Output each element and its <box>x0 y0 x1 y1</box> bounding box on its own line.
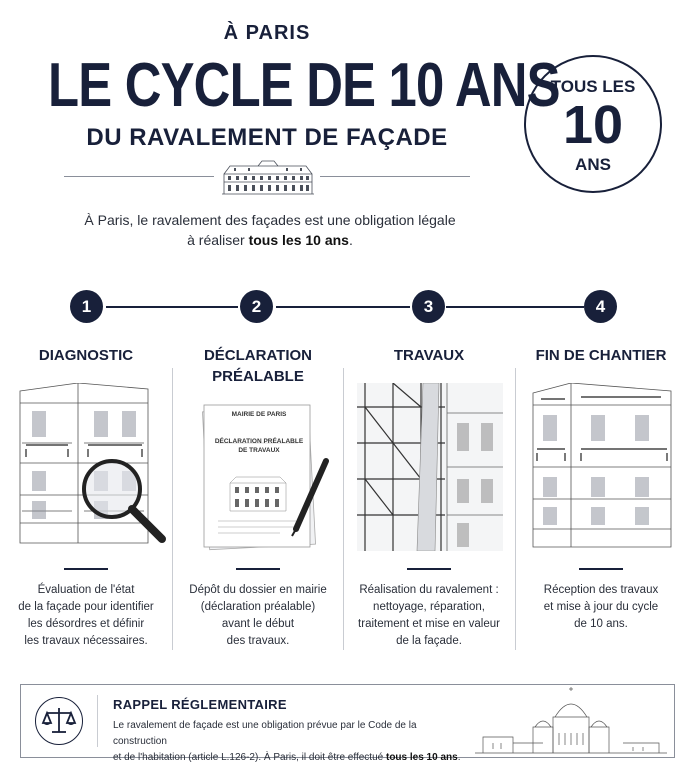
reminder-title: RAPPEL RÉGLEMENTAIRE <box>113 697 287 712</box>
step-title: DIAGNOSTIC <box>38 347 134 364</box>
haussmann-building-icon <box>531 383 677 551</box>
timeline-connector <box>276 306 410 308</box>
header-divider-left <box>64 176 214 177</box>
timeline-connector <box>106 306 238 308</box>
step-description: Réalisation du ravalement : nettoyage, réparation, traitement et mise en valeur de la façade. <box>358 584 500 647</box>
magnifying-glass-icon <box>76 453 172 549</box>
intro-line-1: À Paris, le ravalement des façades est une obligation légale <box>84 212 456 228</box>
reminder-divider <box>97 695 98 747</box>
document-title: DÉCLARATION PRÉALABLE DE TRAVAUX <box>214 438 304 454</box>
scaffolding-icon <box>357 383 507 551</box>
haussmann-building-icon <box>218 160 318 196</box>
scales-of-justice-icon <box>35 697 83 745</box>
step-travaux <box>343 345 515 366</box>
step-declaration <box>172 345 344 454</box>
sacre-coeur-icon <box>473 687 669 757</box>
document-header: MAIRIE DE PARIS <box>231 411 287 418</box>
badge-bottom-text: ANS <box>575 155 611 174</box>
page-title: LE CYCLE DE 10 ANS <box>48 51 560 120</box>
step-separator <box>64 568 108 570</box>
intro-text <box>60 210 480 250</box>
step-description: Évaluation de l'état de la façade pour identifier les désordres et définir les travaux nécessaires. <box>18 584 154 647</box>
step-fin-de-chantier <box>515 345 687 366</box>
reminder-emphasis: tous les 10 ans <box>385 752 458 763</box>
step-title: FIN DE CHANTIER <box>535 347 667 364</box>
reminder-text: Le ravalement de façade est une obligation prévue par le Code de la construction et de l'habitation (article L.126-2). À Paris, il doit être effectué tous les 10 ans. <box>113 720 461 763</box>
page-kicker: À PARIS <box>223 22 311 44</box>
step-number-4: 4 <box>584 290 617 323</box>
pen-icon <box>288 457 332 537</box>
regulatory-reminder <box>20 684 675 763</box>
ten-years-badge <box>524 55 662 193</box>
step-diagnostic <box>0 345 172 366</box>
intro-emphasis: tous les 10 ans <box>248 232 349 248</box>
step-separator <box>236 568 280 570</box>
step-title: TRAVAUX <box>393 347 465 364</box>
step-number-2: 2 <box>240 290 273 323</box>
badge-top-text: TOUS LES <box>550 77 636 96</box>
step-separator <box>579 568 623 570</box>
step-description: Dépôt du dossier en mairie (déclaration préalable) avant le début des travaux. <box>189 584 327 647</box>
step-description: Réception des travaux et mise à jour du cycle de 10 ans. <box>543 584 659 630</box>
intro-line-2: à réaliser tous les 10 ans. <box>187 232 353 248</box>
badge-number: 10 <box>562 95 624 155</box>
header-divider-right <box>320 176 470 177</box>
step-title: DÉCLARATION PRÉALABLE <box>203 347 313 385</box>
page-subtitle: DU RAVALEMENT DE FAÇADE <box>86 124 448 151</box>
step-separator <box>407 568 451 570</box>
step-number-3: 3 <box>412 290 445 323</box>
step-number-1: 1 <box>70 290 103 323</box>
timeline-connector <box>446 306 584 308</box>
